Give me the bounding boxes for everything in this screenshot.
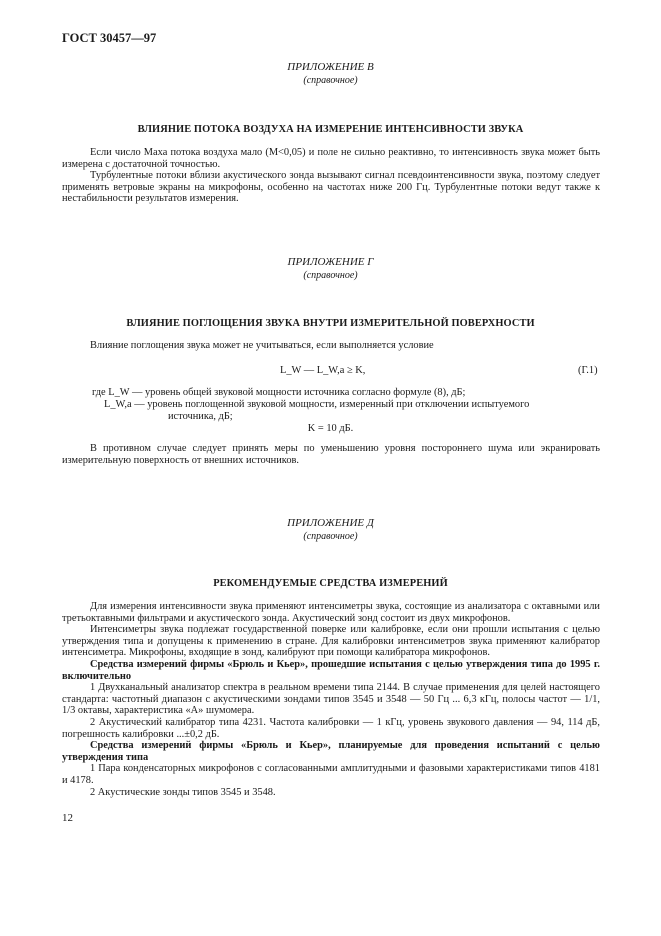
annex-b-subtitle: (справочное) [303, 75, 358, 86]
annex-g-heading: ВЛИЯНИЕ ПОГЛОЩЕНИЯ ЗВУКА ВНУТРИ ИЗМЕРИТЕЛЬНОЙ ПОВЕРХНОСТИ [126, 318, 535, 329]
annex-g-intro [62, 340, 600, 352]
annex-d-bold-2: Средства измерений фирмы «Брюль и Кьер», планируемые для проведения испытаний с целью утверждения типа [62, 740, 600, 763]
annex-d-title: ПРИЛОЖЕНИЕ Д [287, 517, 374, 529]
annex-d-bold-1: Средства измерений фирмы «Брюль и Кьер», прошедшие испытания с целью утверждения типа до 1995 г. включительно [62, 658, 600, 682]
where-line-2-cont: источника, дБ; [168, 411, 233, 422]
annex-d-item-2: 2 Акустический калибратор типа 4231. Частота калибровки — 1 кГц, уровень звукового давления — 94, 114 дБ, погрешность калибровки ...±0,2 дБ. [62, 716, 600, 740]
annex-g-title: ПРИЛОЖЕНИЕ Г [287, 256, 374, 268]
annex-d-p2: Интенсиметры звука подлежат государственной поверке или калибровке, если они прошли испытания с целью утверждения типа и допущены к применению в стране. Для калибровки интенсиметров звука применяют калибратор интенсиметра. Микрофоны, входящие в зонд, калибруют при помощи калибратора микрофонов. [62, 624, 600, 659]
page-number: 12 [62, 812, 73, 824]
annex-b-heading: ВЛИЯНИЕ ПОТОКА ВОЗДУХА НА ИЗМЕРЕНИЕ ИНТЕНСИВНОСТИ ЗВУКА [137, 124, 524, 135]
annex-b-body [62, 147, 600, 205]
k-value: K = 10 дБ. [307, 423, 354, 434]
annex-g-closing [62, 443, 600, 466]
where-line-1: где L_W — уровень общей звуковой мощности источника согласно формуле (8), дБ; [92, 387, 466, 398]
annex-d-item-1: 1 Двухканальный анализатор спектра в реальном времени типа 2144. В случае применения для целей настоящего стандарта: частотный диапазон с акустическими зондами типов 3545 и 3548 — 50 Гц ... 6,3 кГц, полосы частот — 1/1, 1/3 октавы, характеристика «А» шумомера. [62, 682, 600, 717]
annex-d-body [62, 601, 600, 798]
annex-d-item-3: 1 Пара конденсаторных микрофонов с согласованными амплитудными и фазовыми характеристиками типов 4181 и 4178. [62, 763, 600, 786]
annex-b-paragraph-1: Если число Маха потока воздуха мало (M<0,05) и поле не сильно реактивно, то интенсивность звука может быть измерена с достаточной точностью. [62, 147, 600, 170]
document-id: ГОСТ 30457—97 [62, 31, 157, 45]
formula-g1: L_W — L_W,a ≥ K, [280, 365, 366, 376]
annex-d-item-4: 2 Акустические зонды типов 3545 и 3548. [90, 786, 276, 798]
annex-b-title: ПРИЛОЖЕНИЕ В [287, 61, 374, 73]
annex-g-intro-text: Влияние поглощения звука может не учитываться, если выполняется условие [90, 340, 434, 351]
where-line-2: L_W,a — уровень поглощенной звуковой мощности, измеренный при отключении испытуемого [104, 399, 530, 410]
annex-d-p1: Для измерения интенсивности звука применяют интенсиметры звука, состоящие из анализатора с октавными или третьоктавными фильтрами и акустического зонда. Акустический зонд состоит из двух микрофонов. [62, 601, 600, 624]
annex-b-paragraph-2: Турбулентные потоки вблизи акустического зонда вызывают сигнал псевдоинтенсивности звука, поэтому следует применять ветровые экраны на микрофоны, особенно на частотах ниже 200 Гц. Турбулентные потоки ведут также к нестабильности результатов измерения. [62, 170, 600, 205]
annex-g-closing-text: В противном случае следует принять меры по уменьшению уровня постороннего шума или экранировать измерительную поверхность от внешних источников. [62, 443, 600, 466]
annex-g-subtitle: (справочное) [303, 270, 358, 281]
formula-g1-number: (Г.1) [578, 365, 598, 376]
annex-d-heading: РЕКОМЕНДУЕМЫЕ СРЕДСТВА ИЗМЕРЕНИЙ [213, 578, 448, 589]
annex-d-subtitle: (справочное) [303, 531, 358, 542]
